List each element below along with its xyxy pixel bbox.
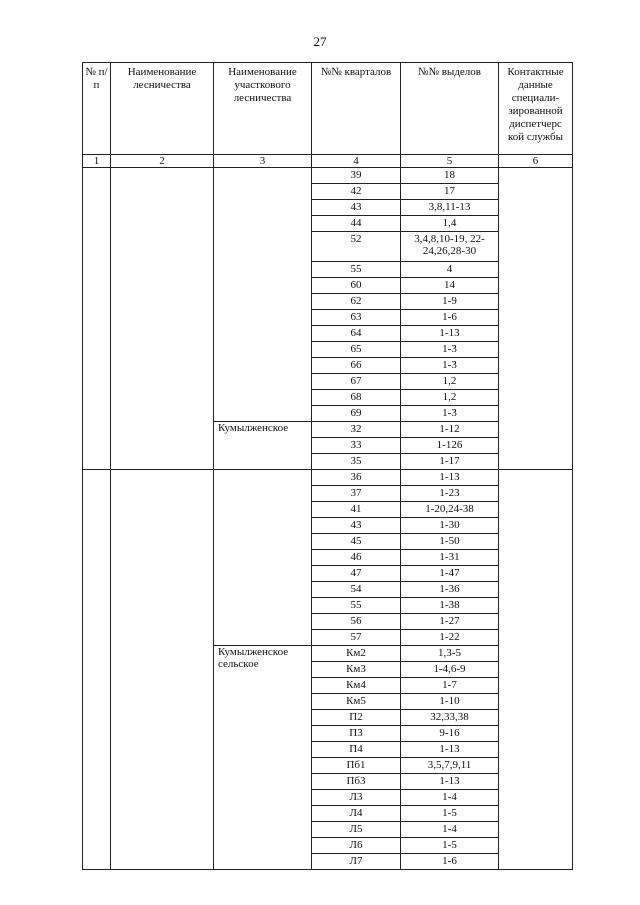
quarter-cell: Км3 [312, 662, 401, 678]
quarter-cell: 69 [312, 406, 401, 422]
allotment-cell: 1-4 [401, 822, 499, 838]
quarter-cell: 54 [312, 582, 401, 598]
column-number: 3 [214, 155, 312, 168]
forestry-name-cell [111, 168, 214, 470]
contact-data-cell [499, 470, 573, 870]
quarter-cell: Л7 [312, 854, 401, 870]
quarter-cell: 42 [312, 184, 401, 200]
column-number: 6 [499, 155, 573, 168]
forestry-name-cell [111, 470, 214, 870]
header-quarters: №№ кварталов [312, 63, 401, 155]
quarter-cell: 46 [312, 550, 401, 566]
quarter-cell: Пб3 [312, 774, 401, 790]
quarter-cell: 55 [312, 262, 401, 278]
quarter-cell: 63 [312, 310, 401, 326]
allotment-cell: 1-10 [401, 694, 499, 710]
allotment-cell: 1-13 [401, 774, 499, 790]
allotment-cell: 1-5 [401, 806, 499, 822]
allotment-cell: 1-31 [401, 550, 499, 566]
allotment-cell: 1-13 [401, 470, 499, 486]
column-number: 1 [83, 155, 111, 168]
quarter-cell: 56 [312, 614, 401, 630]
quarter-cell: Л6 [312, 838, 401, 854]
page-number: 27 [313, 34, 327, 49]
header-district-forestry-name: Наименование участкового лесничества [214, 63, 312, 155]
quarter-cell: Пб1 [312, 758, 401, 774]
allotment-cell: 1,2 [401, 390, 499, 406]
allotment-cell: 18 [401, 168, 499, 184]
row-number-cell [83, 168, 111, 470]
header-contact-data: Контактные данные специали-зированной диспетчерс кой службы [499, 63, 573, 155]
quarter-cell: 47 [312, 566, 401, 582]
quarter-cell: Км4 [312, 678, 401, 694]
quarter-cell: 45 [312, 534, 401, 550]
allotment-cell: 1-12 [401, 422, 499, 438]
allotment-cell: 1-36 [401, 582, 499, 598]
allotment-cell: 1-50 [401, 534, 499, 550]
allotment-cell: 9-16 [401, 726, 499, 742]
quarter-cell: П3 [312, 726, 401, 742]
quarter-cell: 68 [312, 390, 401, 406]
district-forestry-cell [214, 470, 312, 646]
column-number-row [83, 155, 573, 168]
allotment-cell: 1-13 [401, 326, 499, 342]
quarter-cell: 44 [312, 216, 401, 232]
table-row [83, 168, 573, 184]
quarter-cell: 39 [312, 168, 401, 184]
column-number: 2 [111, 155, 214, 168]
quarter-cell: 37 [312, 486, 401, 502]
quarter-cell: П2 [312, 710, 401, 726]
quarter-cell: 66 [312, 358, 401, 374]
quarter-cell: 35 [312, 454, 401, 470]
district-forestry-cell [214, 168, 312, 422]
allotment-cell: 1,3-5 [401, 646, 499, 662]
allotment-cell: 1-13 [401, 742, 499, 758]
quarter-cell: Км5 [312, 694, 401, 710]
quarter-cell: 65 [312, 342, 401, 358]
allotment-cell: 3,5,7,9,11 [401, 758, 499, 774]
allotment-cell: 3,4,8,10-19, 22-24,26,28-30 [401, 232, 499, 262]
quarter-cell: 64 [312, 326, 401, 342]
table-row [83, 470, 573, 486]
allotment-cell: 1-20,24-38 [401, 502, 499, 518]
allotment-cell: 32,33,38 [401, 710, 499, 726]
column-number: 5 [401, 155, 499, 168]
allotment-cell: 1-4,6-9 [401, 662, 499, 678]
quarter-cell: 52 [312, 232, 401, 262]
quarter-cell: Л3 [312, 790, 401, 806]
header-number: № п/п [83, 63, 111, 155]
allotment-cell: 1-5 [401, 838, 499, 854]
district-forestry-cell: Кумылженское [214, 422, 312, 470]
allotment-cell: 1-27 [401, 614, 499, 630]
table-header-row [83, 63, 573, 155]
allotment-cell: 1-22 [401, 630, 499, 646]
contact-data-cell [499, 168, 573, 470]
allotment-cell: 1-126 [401, 438, 499, 454]
header-forestry-name: Наименование лесничества [111, 63, 214, 155]
allotment-cell: 14 [401, 278, 499, 294]
quarter-cell: 55 [312, 598, 401, 614]
header-allotments: №№ выделов [401, 63, 499, 155]
quarter-cell: 43 [312, 200, 401, 216]
quarter-cell: П4 [312, 742, 401, 758]
quarter-cell: 32 [312, 422, 401, 438]
quarter-cell: Л4 [312, 806, 401, 822]
quarter-cell: 36 [312, 470, 401, 486]
allotment-cell: 1-6 [401, 854, 499, 870]
table-body [83, 168, 573, 870]
allotment-cell: 1,4 [401, 216, 499, 232]
allotment-cell: 1-6 [401, 310, 499, 326]
quarter-cell: 60 [312, 278, 401, 294]
quarter-cell: Км2 [312, 646, 401, 662]
allotment-cell: 4 [401, 262, 499, 278]
forestry-table [82, 62, 573, 870]
district-forestry-cell: Кумылженское сельское [214, 646, 312, 870]
allotment-cell: 1-30 [401, 518, 499, 534]
allotment-cell: 3,8,11-13 [401, 200, 499, 216]
quarter-cell: 43 [312, 518, 401, 534]
allotment-cell: 1-47 [401, 566, 499, 582]
allotment-cell: 1,2 [401, 374, 499, 390]
allotment-cell: 1-3 [401, 358, 499, 374]
quarter-cell: 33 [312, 438, 401, 454]
allotment-cell: 17 [401, 184, 499, 200]
quarter-cell: Л5 [312, 822, 401, 838]
column-number: 4 [312, 155, 401, 168]
allotment-cell: 1-9 [401, 294, 499, 310]
allotment-cell: 1-38 [401, 598, 499, 614]
quarter-cell: 67 [312, 374, 401, 390]
allotment-cell: 1-7 [401, 678, 499, 694]
allotment-cell: 1-23 [401, 486, 499, 502]
quarter-cell: 57 [312, 630, 401, 646]
row-number-cell [83, 470, 111, 870]
quarter-cell: 41 [312, 502, 401, 518]
allotment-cell: 1-17 [401, 454, 499, 470]
allotment-cell: 1-3 [401, 406, 499, 422]
quarter-cell: 62 [312, 294, 401, 310]
allotment-cell: 1-4 [401, 790, 499, 806]
allotment-cell: 1-3 [401, 342, 499, 358]
